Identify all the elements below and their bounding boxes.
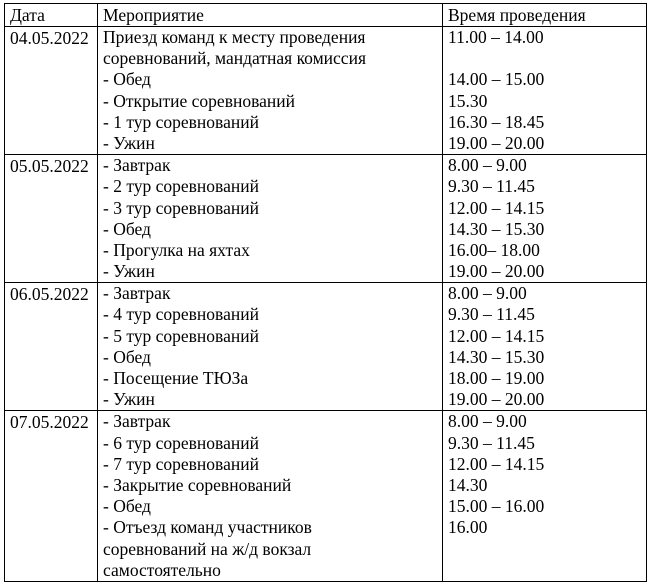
day-times-cell: [443, 155, 647, 283]
event-time: 18.00 – 19.00: [448, 368, 545, 388]
day-times-cell: [443, 27, 647, 155]
day-row: [5, 411, 647, 582]
day-events-cell: [98, 27, 443, 155]
day-events-cell: [98, 411, 443, 582]
event-time: 16.30 – 18.45: [448, 111, 545, 132]
event-time: 8.00 – 9.00: [448, 411, 527, 432]
event-line: - Посещение ТЮЗа: [103, 368, 249, 388]
event-line: - Прогулка на яхтах: [103, 239, 250, 260]
day-row: [5, 155, 647, 283]
header-row: [5, 4, 647, 27]
day-events-cell: [98, 283, 443, 411]
event-line: соревнований на ж/д вокзал: [103, 538, 312, 559]
event-line: - 7 тур соревнований: [103, 453, 259, 474]
day-date-cell: [5, 411, 98, 582]
day-times-cell: [443, 283, 647, 411]
event-time: 15.00 – 16.00: [448, 496, 545, 517]
event-time: 12.00 – 14.15: [448, 197, 545, 218]
event-line: - Завтрак: [103, 283, 171, 304]
event-line: - 5 тур соревнований: [103, 325, 259, 346]
event-time: 8.00 – 9.00: [448, 283, 527, 304]
event-line: - Закрытие соревнований: [103, 474, 292, 495]
event-line: - Завтрак: [103, 411, 171, 432]
day-date: 05.05.2022: [10, 156, 89, 177]
event-time: 11.00 – 14.00: [448, 27, 544, 47]
day-date: 07.05.2022: [10, 412, 89, 433]
event-time: 14.30 – 15.30: [448, 218, 545, 239]
event-line: - 1 тур соревнований: [103, 111, 259, 132]
event-time-spacer: [448, 560, 646, 581]
event-line: - Обед: [103, 218, 151, 239]
event-line: - Завтрак: [103, 155, 171, 176]
event-time: 12.00 – 14.15: [448, 453, 545, 474]
event-time-spacer: [448, 48, 646, 69]
event-line: - 2 тур соревнований: [103, 176, 259, 197]
header-date: Дата: [5, 4, 98, 27]
event-time: 9.30 – 11.45: [448, 432, 535, 453]
event-time: 16.00– 18.00: [448, 239, 540, 260]
schedule-body: [5, 27, 647, 582]
day-times-cell: [443, 411, 647, 582]
schedule-header: [5, 4, 647, 27]
event-line: Приезд команд к месту проведения: [103, 27, 366, 47]
event-line: - Ужин: [103, 132, 155, 153]
header-time: Время проведения: [443, 4, 647, 27]
event-line: - Обед: [103, 346, 151, 367]
schedule-table: [4, 3, 647, 582]
event-line: - Отъезд команд участников: [103, 517, 312, 538]
event-time: 14.00 – 15.00: [448, 69, 545, 90]
day-row: [5, 27, 647, 155]
event-line: - 6 тур соревнований: [103, 432, 259, 453]
event-line: - Обед: [103, 69, 151, 90]
event-time-spacer: [448, 539, 646, 560]
event-time: 9.30 – 11.45: [448, 176, 535, 197]
event-time: 19.00 – 20.00: [448, 389, 545, 410]
event-line: - 4 тур соревнований: [103, 304, 259, 325]
event-time: 19.00 – 20.00: [448, 261, 545, 282]
event-line: - Ужин: [103, 389, 155, 410]
event-line: - Ужин: [103, 261, 155, 282]
event-time: 12.00 – 14.15: [448, 325, 545, 346]
day-date: 04.05.2022: [10, 28, 89, 48]
event-line: - 3 тур соревнований: [103, 197, 259, 218]
day-date-cell: [5, 155, 98, 283]
day-date-cell: [5, 283, 98, 411]
header-event: Мероприятие: [98, 4, 443, 27]
event-time: 16.00: [448, 517, 488, 538]
day-date: 06.05.2022: [10, 284, 89, 305]
event-time: 19.00 – 20.00: [448, 132, 545, 153]
event-line: соревнований, мандатная комиссия: [103, 48, 366, 69]
day-date-cell: [5, 27, 98, 155]
event-time: 8.00 – 9.00: [448, 155, 527, 176]
event-time: 14.30: [448, 474, 488, 495]
day-events-cell: [98, 155, 443, 283]
event-time: 15.30: [448, 90, 488, 111]
day-row: [5, 283, 647, 411]
event-time: 9.30 – 11.45: [448, 304, 535, 325]
event-line: самостоятельно: [103, 559, 221, 580]
event-line: - Открытие соревнований: [103, 90, 295, 111]
event-time: 14.30 – 15.30: [448, 346, 545, 367]
event-line: - Обед: [103, 496, 151, 517]
